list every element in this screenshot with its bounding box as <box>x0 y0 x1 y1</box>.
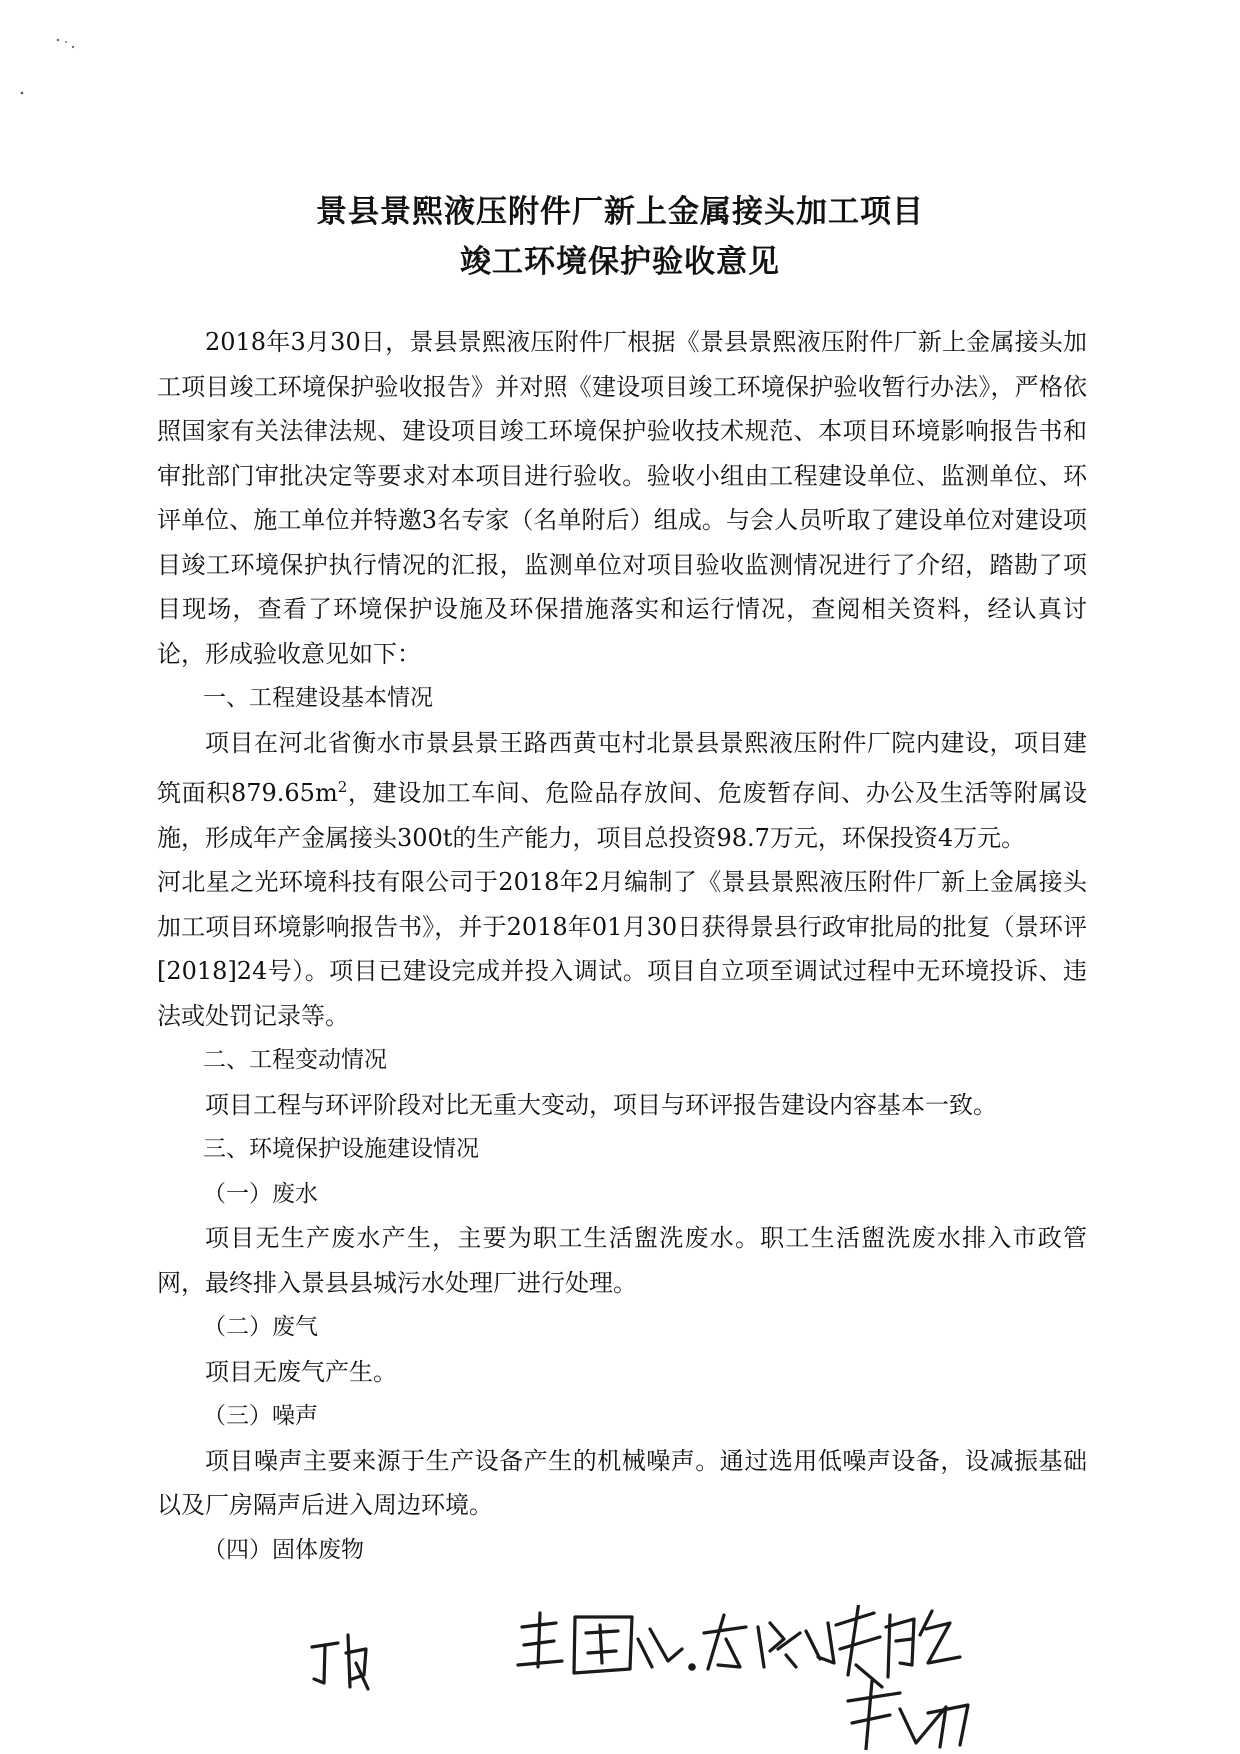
section-3-1-heading: （一）废水 <box>203 1180 318 1207</box>
section-3-1-paragraph: 项目无生产废水产生，主要为职工生活盥洗废水。职工生活盥洗废水排入市政管网，最终排入景县县城污水处理厂进行处理。 <box>157 1224 1087 1297</box>
section-3-4-heading: （四）固体废物 <box>203 1536 364 1563</box>
intro-paragraph: 2018年3月30日，景县景熙液压附件厂根据《景县景熙液压附件厂新上金属接头加工项目竣工环境保护验收报告》并对照《建设项目竣工环境保护验收暂行办法》，严格依照国家有关法律法规、建设项目竣工环境保护验收技术规范、本项目环境影响报告书和审批部门审批决定等要求对本项目进行验收。验收小组由工程建设单位、监测单位、环评单位、施工单位并特邀3名专家（名单附后）组成。与会人员听取了建设单位对建设项目竣工环境保护执行情况的汇报，监测单位对项目验收监测情况进行了介绍，踏勘了项目现场，查看了环境保护设施及环保措施落实和运行情况，查阅相关资料，经认真讨论，形成验收意见如下： <box>157 328 1087 668</box>
section-3-heading: 三、环境保护设施建设情况 <box>203 1136 479 1162</box>
section-2-paragraph: 项目工程与环评阶段对比无重大变动，项目与环评报告建设内容基本一致。 <box>205 1090 997 1119</box>
signature-5 <box>848 1681 968 1749</box>
scan-specks <box>0 0 120 120</box>
section-1-paragraph <box>157 721 1087 861</box>
section-2-heading: 二、工程变动情况 <box>203 1047 387 1073</box>
section-3-2-heading: （二）废气 <box>203 1314 318 1340</box>
document-body <box>157 320 1087 1572</box>
signature-1 <box>312 1635 368 1689</box>
section-1-paragraph-2: 河北星之光环境科技有限公司于2018年2月编制了《景县景熙液压附件厂新上金属接头加工项目环境影响报告书》，并于2018年01月30日获得景县行政审批局的批复（景环评[2018]24号）。项目已建设完成并投入调试。项目自立项至调试过程中无环境投诉、违法或处罚记录等。 <box>157 868 1087 1030</box>
section-1-text-b: ，建设加工车间、危险品存放间、危废暂存间、办公及生活等附属设施，形成年产金属接头300t的生产能力，项目总投资98.7万元，环保投资4万元。 <box>157 779 1088 852</box>
signature-3 <box>704 1615 834 1669</box>
section-3-3-paragraph: 项目噪声主要来源于生产设备产生的机械噪声。通过选用低噪声设备，设减振基础以及厂房隔声后进入周边环境。 <box>157 1446 1087 1519</box>
section-3-2-paragraph: 项目无废气产生。 <box>205 1357 397 1386</box>
section-1-heading: 一、工程建设基本情况 <box>203 685 433 711</box>
signature-4 <box>836 1605 960 1687</box>
handwritten-signatures <box>300 1605 1120 1750</box>
document-title-line1: 景县景熙液压附件厂新上金属接头加工项目 <box>316 194 924 230</box>
area-unit-superscript: 2 <box>337 778 348 796</box>
section-1-text-a: 项目在河北省衡水市景县景王路西黄屯村北景县景熙液压附件厂院内建设，项目建筑面积879.65m <box>157 728 1087 807</box>
signature-2 <box>518 1613 694 1673</box>
document-title-line2: 竣工环境保护验收意见 <box>460 244 780 280</box>
section-3-3-heading: （三）噪声 <box>203 1403 318 1429</box>
